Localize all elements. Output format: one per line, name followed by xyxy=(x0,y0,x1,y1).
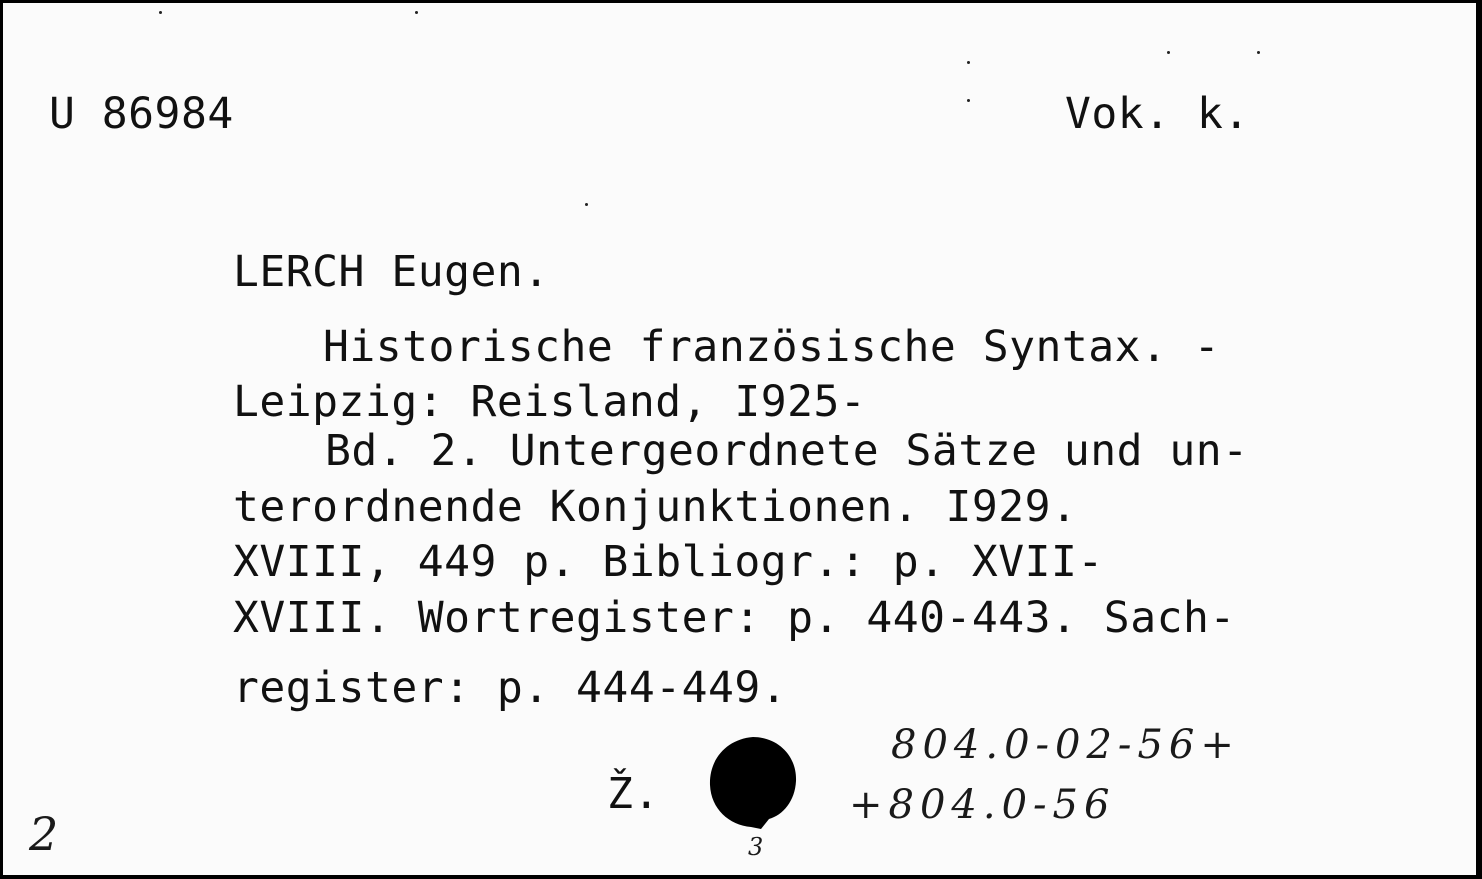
volume-line-continued: terordnende Konjunktionen. I929. xyxy=(233,482,1078,532)
speck xyxy=(967,99,970,102)
collation-line: XVIII, 449 p. Bibliogr.: p. XVII- xyxy=(233,537,1104,587)
speck xyxy=(415,11,418,14)
speck xyxy=(967,61,970,64)
seal-blot xyxy=(710,737,796,829)
speck xyxy=(585,203,588,206)
handwritten-classification-1: 804.0-02-56+ xyxy=(891,722,1240,768)
stamp-label: Ž. xyxy=(607,769,660,819)
speck xyxy=(1257,51,1260,54)
notes-line-continued: register: p. 444-449. xyxy=(233,663,788,713)
collection-code: Vok. k. xyxy=(1065,89,1250,139)
handwritten-classification-2: +804.0-56 xyxy=(849,782,1116,828)
volume-line: Bd. 2. Untergeordnete Sätze und un- xyxy=(325,426,1249,476)
notes-line: XVIII. Wortregister: p. 440-443. Sach- xyxy=(233,593,1236,643)
shelfmark: U 86984 xyxy=(49,89,234,139)
title-line: Historische französische Syntax. - xyxy=(323,322,1221,372)
imprint-line: Leipzig: Reisland, I925- xyxy=(233,377,867,427)
seal-mark: 3 xyxy=(748,833,764,861)
speck xyxy=(159,11,162,14)
corner-handwritten-mark: 2 xyxy=(29,807,59,861)
speck xyxy=(1167,51,1170,54)
library-seal xyxy=(703,733,803,833)
author-heading: LERCH Eugen. xyxy=(233,247,550,297)
